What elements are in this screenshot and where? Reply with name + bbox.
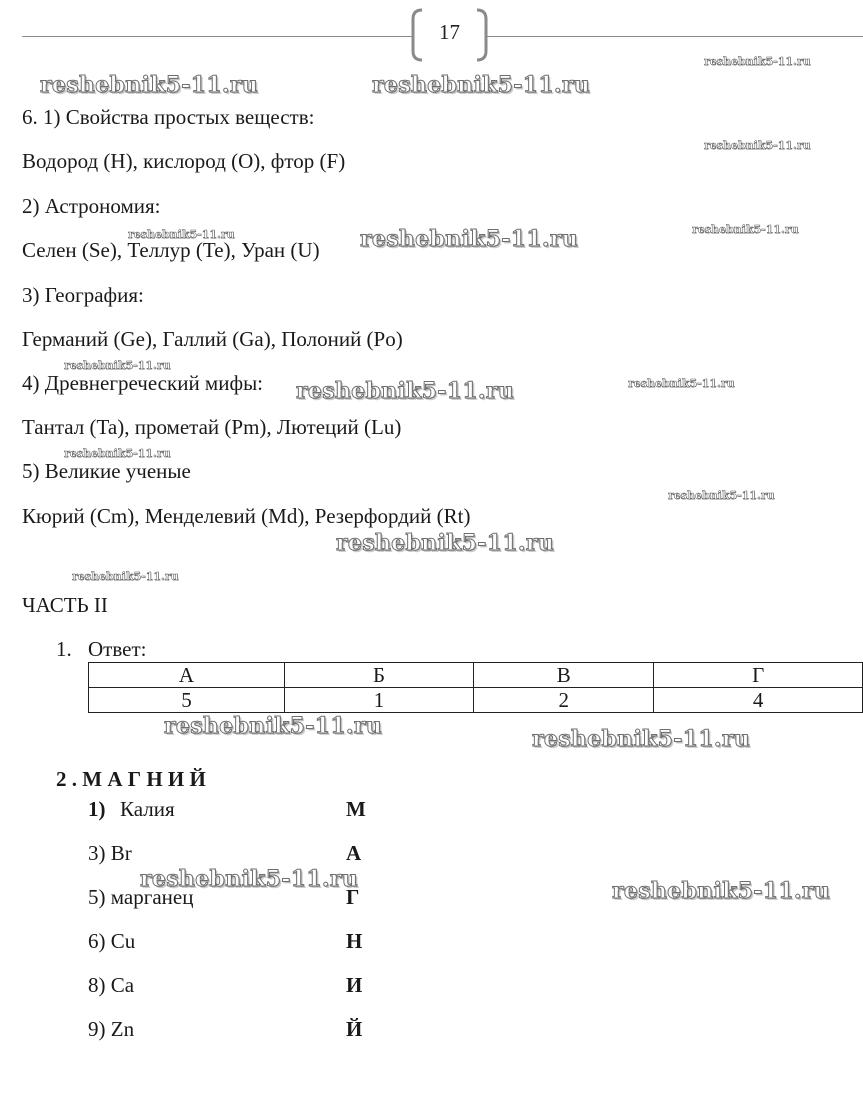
- q2-row-letter: И: [346, 973, 363, 997]
- q2-row-text: 5) марганец: [88, 885, 194, 909]
- q2-row-letter: Г: [346, 885, 360, 909]
- answer-table: [88, 662, 863, 713]
- watermark: reshebnik5-11.ru: [692, 223, 799, 236]
- q2-row-letter: Й: [346, 1017, 363, 1041]
- watermark: reshebnik5-11.ru: [372, 72, 591, 98]
- watermark: reshebnik5-11.ru: [704, 139, 811, 152]
- question-2-heading: 2 . М А Г Н И Й: [56, 767, 206, 791]
- q2-row-text: Калия: [120, 797, 175, 821]
- watermark: reshebnik5-11.ru: [64, 359, 171, 372]
- question-1-label: Ответ:: [88, 637, 147, 661]
- watermark: reshebnik5-11.ru: [628, 377, 735, 390]
- table-header-cell: Г: [654, 663, 863, 688]
- subheading-4: 4) Древнегреческий мифы:: [22, 371, 264, 395]
- page-number: 17: [439, 20, 460, 44]
- watermark: reshebnik5-11.ru: [72, 570, 179, 583]
- watermark: reshebnik5-11.ru: [128, 228, 235, 241]
- watermark: reshebnik5-11.ru: [532, 726, 751, 752]
- subheading-3: 3) География:: [22, 283, 144, 307]
- watermark: reshebnik5-11.ru: [360, 226, 579, 252]
- table-cell: 4: [654, 688, 863, 713]
- header-rule-left: [22, 36, 414, 37]
- page-number-frame: [410, 8, 489, 62]
- watermark: reshebnik5-11.ru: [164, 713, 383, 739]
- task-6-title: 6. 1) Свойства простых веществ:: [22, 105, 315, 129]
- q2-row-letter: Н: [346, 929, 363, 953]
- q2-row-number: 1): [88, 797, 106, 821]
- watermark: reshebnik5-11.ru: [668, 489, 775, 502]
- answer-line-5: Кюрий (Cm), Менделевий (Md), Резерфордий (Rt): [22, 504, 471, 528]
- table-header-cell: А: [89, 663, 285, 688]
- table-header-cell: Б: [284, 663, 473, 688]
- watermark: reshebnik5-11.ru: [40, 72, 259, 98]
- q2-row-text: 3) Br: [88, 841, 132, 865]
- part-2-heading: ЧАСТЬ II: [22, 593, 108, 617]
- table-cell: 2: [474, 688, 654, 713]
- watermark: reshebnik5-11.ru: [64, 447, 171, 460]
- table-header-row: [89, 663, 863, 688]
- subheading-5: 5) Великие ученые: [22, 459, 191, 483]
- watermark: reshebnik5-11.ru: [704, 55, 811, 68]
- q2-row-text: 6) Cu: [88, 929, 136, 953]
- q2-row-text: 8) Ca: [88, 973, 135, 997]
- table-cell: 5: [89, 688, 285, 713]
- question-1-number: 1.: [56, 637, 72, 661]
- header-rule-right: [486, 36, 863, 37]
- watermark: reshebnik5-11.ru: [296, 378, 515, 404]
- table-header-cell: В: [474, 663, 654, 688]
- q2-row-letter: А: [346, 841, 362, 865]
- watermark: reshebnik5-11.ru: [140, 866, 359, 892]
- watermark: reshebnik5-11.ru: [336, 530, 555, 556]
- answer-line-3: Германий (Ge), Галлий (Ga), Полоний (Po): [22, 327, 403, 351]
- watermark: reshebnik5-11.ru: [612, 878, 831, 904]
- q2-row-text: 9) Zn: [88, 1017, 135, 1041]
- answer-line-2: Селен (Se), Теллур (Te), Уран (U): [22, 238, 320, 262]
- table-cell: 1: [284, 688, 473, 713]
- answer-line-1: Водород (H), кислород (O), фтор (F): [22, 149, 346, 173]
- subheading-2: 2) Астрономия:: [22, 194, 161, 218]
- table-row: [89, 688, 863, 713]
- answer-line-4: Тантал (Ta), прометай (Pm), Лютеций (Lu): [22, 415, 402, 439]
- q2-row-letter: М: [346, 797, 366, 821]
